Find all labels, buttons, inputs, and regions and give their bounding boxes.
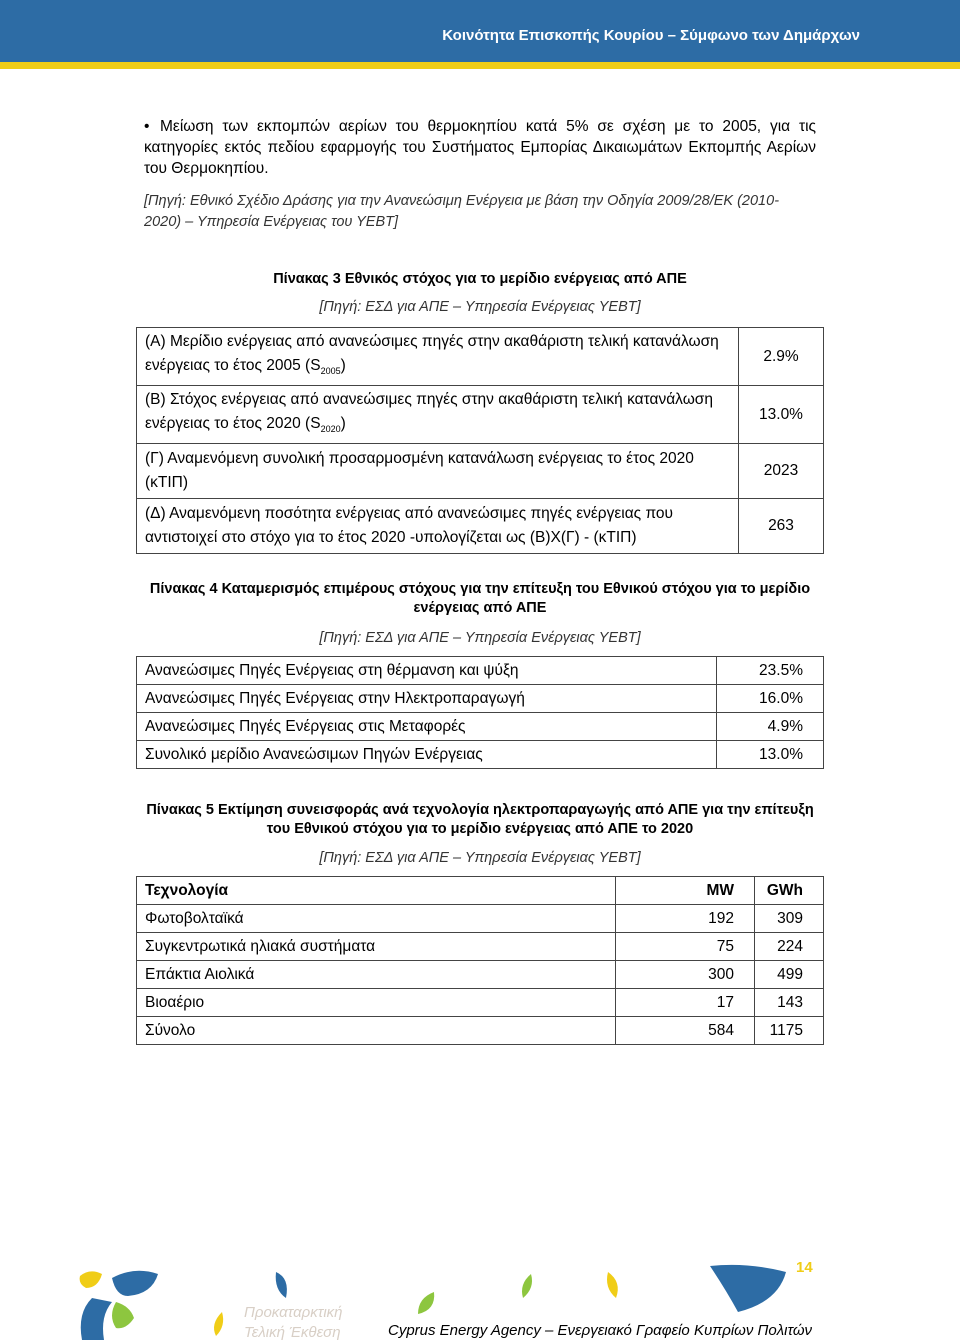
table5-cell: Επάκτια Αιολικά	[137, 961, 616, 989]
table3-value-b: 13.0%	[739, 386, 824, 444]
table3-source: [Πηγή: ΕΣΔ για ΑΠΕ – Υπηρεσία Ενέργειας ΥΕΒΤ]	[319, 299, 641, 315]
table3-value-c: 2023	[739, 444, 824, 499]
table-row	[137, 328, 824, 386]
table-row	[137, 685, 824, 713]
table-row	[137, 1017, 824, 1045]
yellow-leaf-icon	[602, 1270, 624, 1300]
table3-value-d: 263	[739, 499, 824, 554]
table-row	[137, 713, 824, 741]
green-leaf-icon	[414, 1290, 438, 1316]
table4-value: 4.9%	[717, 713, 824, 741]
table5-cell: 224	[755, 933, 824, 961]
table5-cell: Σύνολο	[137, 1017, 616, 1045]
table5-cell: Συγκεντρωτικά ηλιακά συστήματα	[137, 933, 616, 961]
table5-source: [Πηγή: ΕΣΔ για ΑΠΕ – Υπηρεσία Ενέργειας ΥΕΒΤ]	[319, 850, 641, 866]
table5-header-gwh: GWh	[755, 877, 824, 905]
intro-bullet-paragraph	[144, 116, 816, 179]
table-row	[137, 905, 824, 933]
header-bar	[0, 0, 960, 69]
yellow-leaf-icon	[210, 1310, 228, 1338]
table5-cell: Φωτοβολταϊκά	[137, 905, 616, 933]
table5-cell: 75	[616, 933, 755, 961]
table-row	[137, 989, 824, 1017]
table3-label-a: (Α) Μερίδιο ενέργειας από ανανεώσιμες πηγές στην ακαθάριστη τελική κατανάλωση ενέργειας το έτος 2005 $(S_{2005})$	[137, 328, 739, 386]
table5-cell: 309	[755, 905, 824, 933]
table-row	[137, 741, 824, 769]
table4-label: Ανανεώσιμες Πηγές Ενέργειας στις Μεταφορές	[137, 713, 717, 741]
table5-caption: Πίνακας 5 Εκτίμηση συνεισφοράς ανά τεχνολογία ηλεκτροπαραγωγής από ΑΠΕ για την επίτευξη του Εθνικού στόχου για το μερίδιο ενέργειας από ΑΠΕ το 2020	[146, 802, 814, 837]
page-number: 14	[796, 1259, 813, 1276]
table-row	[137, 933, 824, 961]
table5	[136, 876, 824, 1045]
table5-cell: 143	[755, 989, 824, 1017]
blue-wave-icon	[708, 1262, 788, 1314]
footer-agency-text: Cyprus Energy Agency – Ενεργειακό Γραφείο Κυπρίων Πολιτών	[388, 1322, 813, 1339]
blue-leaf-icon	[272, 1270, 292, 1300]
table4-label: Ανανεώσιμες Πηγές Ενέργειας στην Ηλεκτροπαραγωγή	[137, 685, 717, 713]
table5-header-technology: Τεχνολογία	[137, 877, 616, 905]
table4-value: 23.5%	[717, 657, 824, 685]
green-leaf-icon	[517, 1272, 537, 1300]
table-row	[137, 499, 824, 554]
table3-label-d: (Δ) Αναμενόμενη ποσότητα ενέργειας από ανανεώσιμες πηγές ενέργειας που αντιστοιχεί στο στόχο για το έτος 2020 -υπολογίζεται ως (Β)Χ(Γ) - (κΤΙΠ)	[137, 499, 739, 554]
table5-header-mw: MW	[616, 877, 755, 905]
table5-cell: 300	[616, 961, 755, 989]
table5-cell: 499	[755, 961, 824, 989]
table4-label: Συνολικό μερίδιο Ανανεώσιμων Πηγών Ενέργειας	[137, 741, 717, 769]
table-row	[137, 657, 824, 685]
table4-caption: Πίνακας 4 Καταμερισμός επιμέρους στόχους για την επίτευξη του Εθνικού στόχου για το μερίδιο ενέργειας από ΑΠΕ	[149, 581, 811, 616]
table4-value: 13.0%	[717, 741, 824, 769]
cyprus-energy-agency-logo	[72, 1258, 162, 1342]
table4-value: 16.0%	[717, 685, 824, 713]
draft-watermark: Προκαταρκτική Τελική Έκθεση	[244, 1304, 343, 1341]
table-row	[137, 386, 824, 444]
table5-cell: 584	[616, 1017, 755, 1045]
bullet-marker: •	[144, 118, 150, 135]
table3-caption: Πίνακας 3 Εθνικός στόχος για το μερίδιο ενέργειας από ΑΠΕ	[273, 271, 687, 287]
intro-bullet-text: Μείωση των εκπομπών αερίων του θερμοκηπίου κατά 5% σε σχέση με το 2005, για τις κατηγορίες εκτός πεδίου εφαρμογής του Συστήματος Εμπορίας Δικαιωμάτων Εκπομπής Αερίων του Θερμοκηπίου.	[144, 118, 816, 177]
table5-cell: Βιοαέριο	[137, 989, 616, 1017]
table-row	[137, 444, 824, 499]
table3-label-c: (Γ) Αναμενόμενη συνολική προσαρμοσμένη κατανάλωση ενέργειας το έτος 2020 (κΤΙΠ)	[137, 444, 739, 499]
table5-cell: 17	[616, 989, 755, 1017]
table5-cell: 192	[616, 905, 755, 933]
table3	[136, 327, 824, 554]
table4-label: Ανανεώσιμες Πηγές Ενέργειας στη θέρμανση και ψύξη	[137, 657, 717, 685]
table-row	[137, 961, 824, 989]
header-title: Κοινότητα Επισκοπής Κουρίου – Σύμφωνο των Δημάρχων	[442, 27, 860, 44]
table4-source: [Πηγή: ΕΣΔ για ΑΠΕ – Υπηρεσία Ενέργειας ΥΕΒΤ]	[319, 630, 641, 646]
table5-cell: 1175	[755, 1017, 824, 1045]
table-header-row	[137, 877, 824, 905]
table3-label-b: (Β) Στόχος ενέργειας από ανανεώσιμες πηγές στην ακαθάριστη τελική κατανάλωση ενέργειας το έτος 2020 $(S_{2020})$	[137, 386, 739, 444]
table3-value-a: 2.9%	[739, 328, 824, 386]
table4	[136, 656, 824, 769]
intro-source: [Πηγή: Εθνικό Σχέδιο Δράσης για την Ανανεώσιμη Ενέργεια με βάση την Οδηγία 2009/28/ΕΚ (2010-2020) – Υπηρεσία Ενέργειας του ΥΕΒΤ]	[144, 193, 780, 230]
